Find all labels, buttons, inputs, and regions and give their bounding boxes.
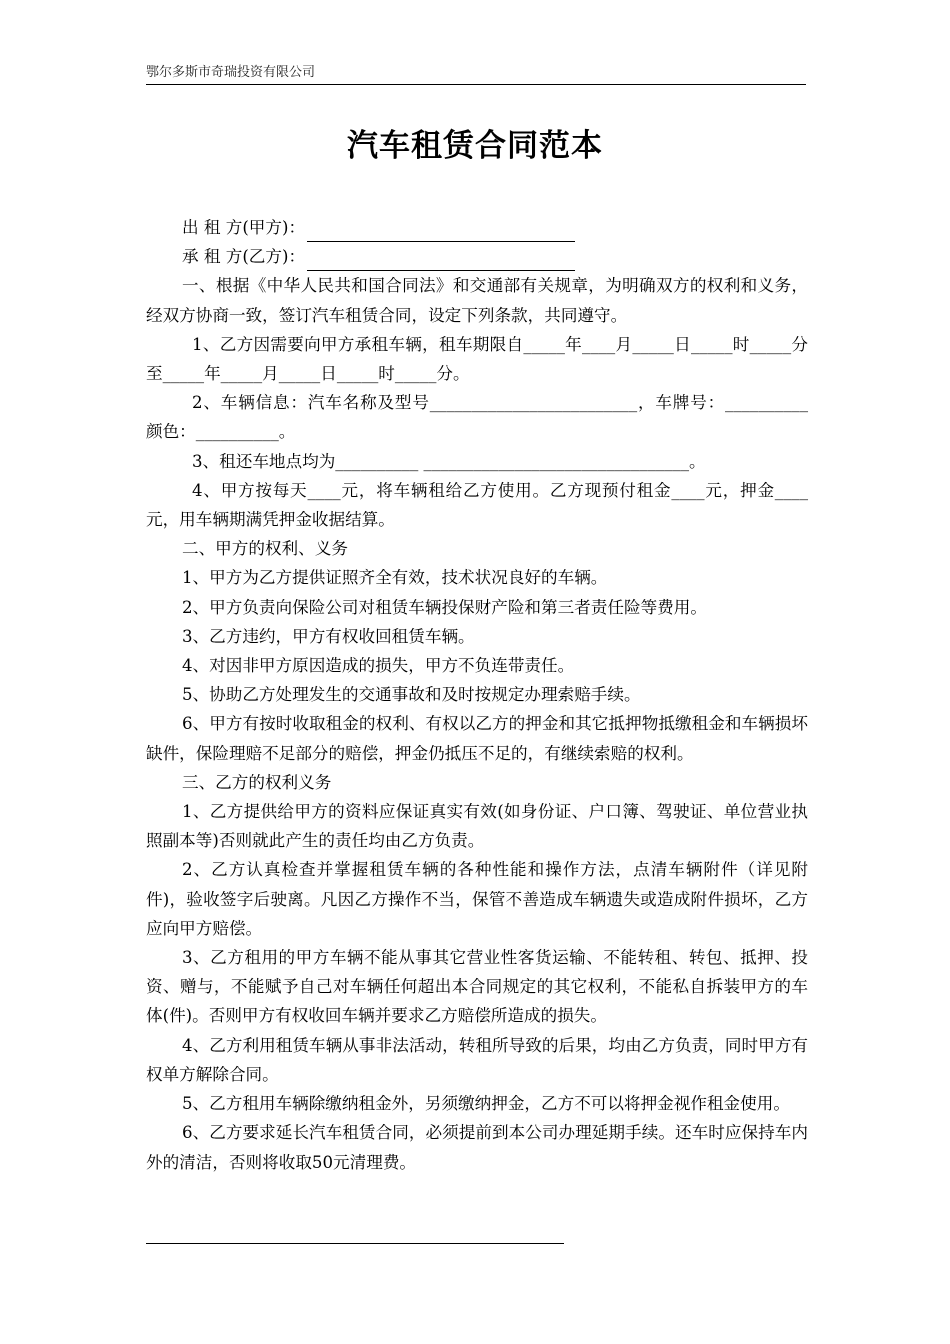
paragraph: 5、协助乙方处理发生的交通事故和及时按规定办理索赔手续。 [182,685,641,705]
paragraph: 1、甲方为乙方提供证照齐全有效，技术状况良好的车辆。 [182,568,608,588]
paragraph: 3、租还车地点均为__________ ________________________________。 [192,451,706,471]
contract-body [146,213,808,1177]
footer-divider [146,1243,564,1244]
document-title: 汽车租赁合同范本 [347,128,603,164]
paragraph: 2、乙方认真检查并掌握租赁车辆的各种性能和操作方法，点清车辆附件（详见附件)，验收签字后驶离。凡因乙方操作不当，保管不善造成车辆遗失或造成附件损坏，乙方应向甲方赔偿。 [146,860,808,938]
paragraph: 一、根据《中华人民共和国合同法》和交通部有关规章，为明确双方的权利和义务，经双方协商一致，签订汽车租赁合同，设定下列条款，共同遵守。 [146,276,808,325]
paragraph: 3、乙方违约，甲方有权收回租赁车辆。 [182,626,475,646]
paragraph: 1、乙方提供给甲方的资料应保证真实有效(如身份证、户口簿、驾驶证、单位营业执照副本等)否则就此产生的责任均由乙方负责。 [146,802,808,851]
lessee-label: 承 租 方(乙方)： [182,247,306,267]
lessor-blank [307,219,575,242]
company-name: 鄂尔多斯市奇瑞投资有限公司 [146,65,316,80]
page-header [146,64,806,85]
paragraph: 6、甲方有按时收取租金的权利、有权以乙方的押金和其它抵押物抵缴租金和车辆损坏缺件，保险理赔不足部分的赔偿，押金仍抵压不足的，有继续索赔的权利。 [146,714,808,763]
paragraph: 2、车辆信息：汽车名称及型号_________________________，车牌号：__________颜色：__________。 [146,393,808,442]
lessee-line [146,242,808,271]
paragraph: 1、乙方因需要向甲方承租车辆，租车期限自_____年____月_____日_____时_____分至_____年_____月_____日_____时_____分。 [146,334,808,384]
paragraph: 4、甲方按每天____元，将车辆租给乙方使用。乙方现预付租金____元，押金____元，用车辆期满凭押金收据结算。 [146,480,808,530]
section-heading: 二、甲方的权利、义务 [182,539,348,559]
lessee-blank [307,248,575,271]
section-heading: 三、乙方的权利义务 [182,772,332,792]
paragraph: 2、甲方负责向保险公司对租赁车辆投保财产险和第三者责任险等费用。 [182,597,707,617]
paragraph: 5、乙方租用车辆除缴纳租金外，另须缴纳押金，乙方不可以将押金视作租金使用。 [182,1094,790,1114]
paragraph: 4、对因非甲方原因造成的损失，甲方不负连带责任。 [182,656,575,676]
lessor-label: 出 租 方(甲方)： [182,218,306,237]
paragraph: 4、乙方利用租赁车辆从事非法活动，转租所导致的后果，均由乙方负责，同时甲方有权单方解除合同。 [146,1035,808,1084]
paragraph: 6、乙方要求延长汽车租赁合同，必须提前到本公司办理延期手续。还车时应保持车内外的清洁，否则将收取50元清理费。 [146,1123,808,1172]
lessor-line [146,213,808,242]
paragraph: 3、乙方租用的甲方车辆不能从事其它营业性客货运输、不能转租、转包、抵押、投资、赠与，不能赋予自己对车辆任何超出本合同规定的其它权利，不能私自拆装甲方的车体(件)。否则甲方有权收回车辆并要求乙方赔偿所造成的损失。 [146,948,808,1026]
